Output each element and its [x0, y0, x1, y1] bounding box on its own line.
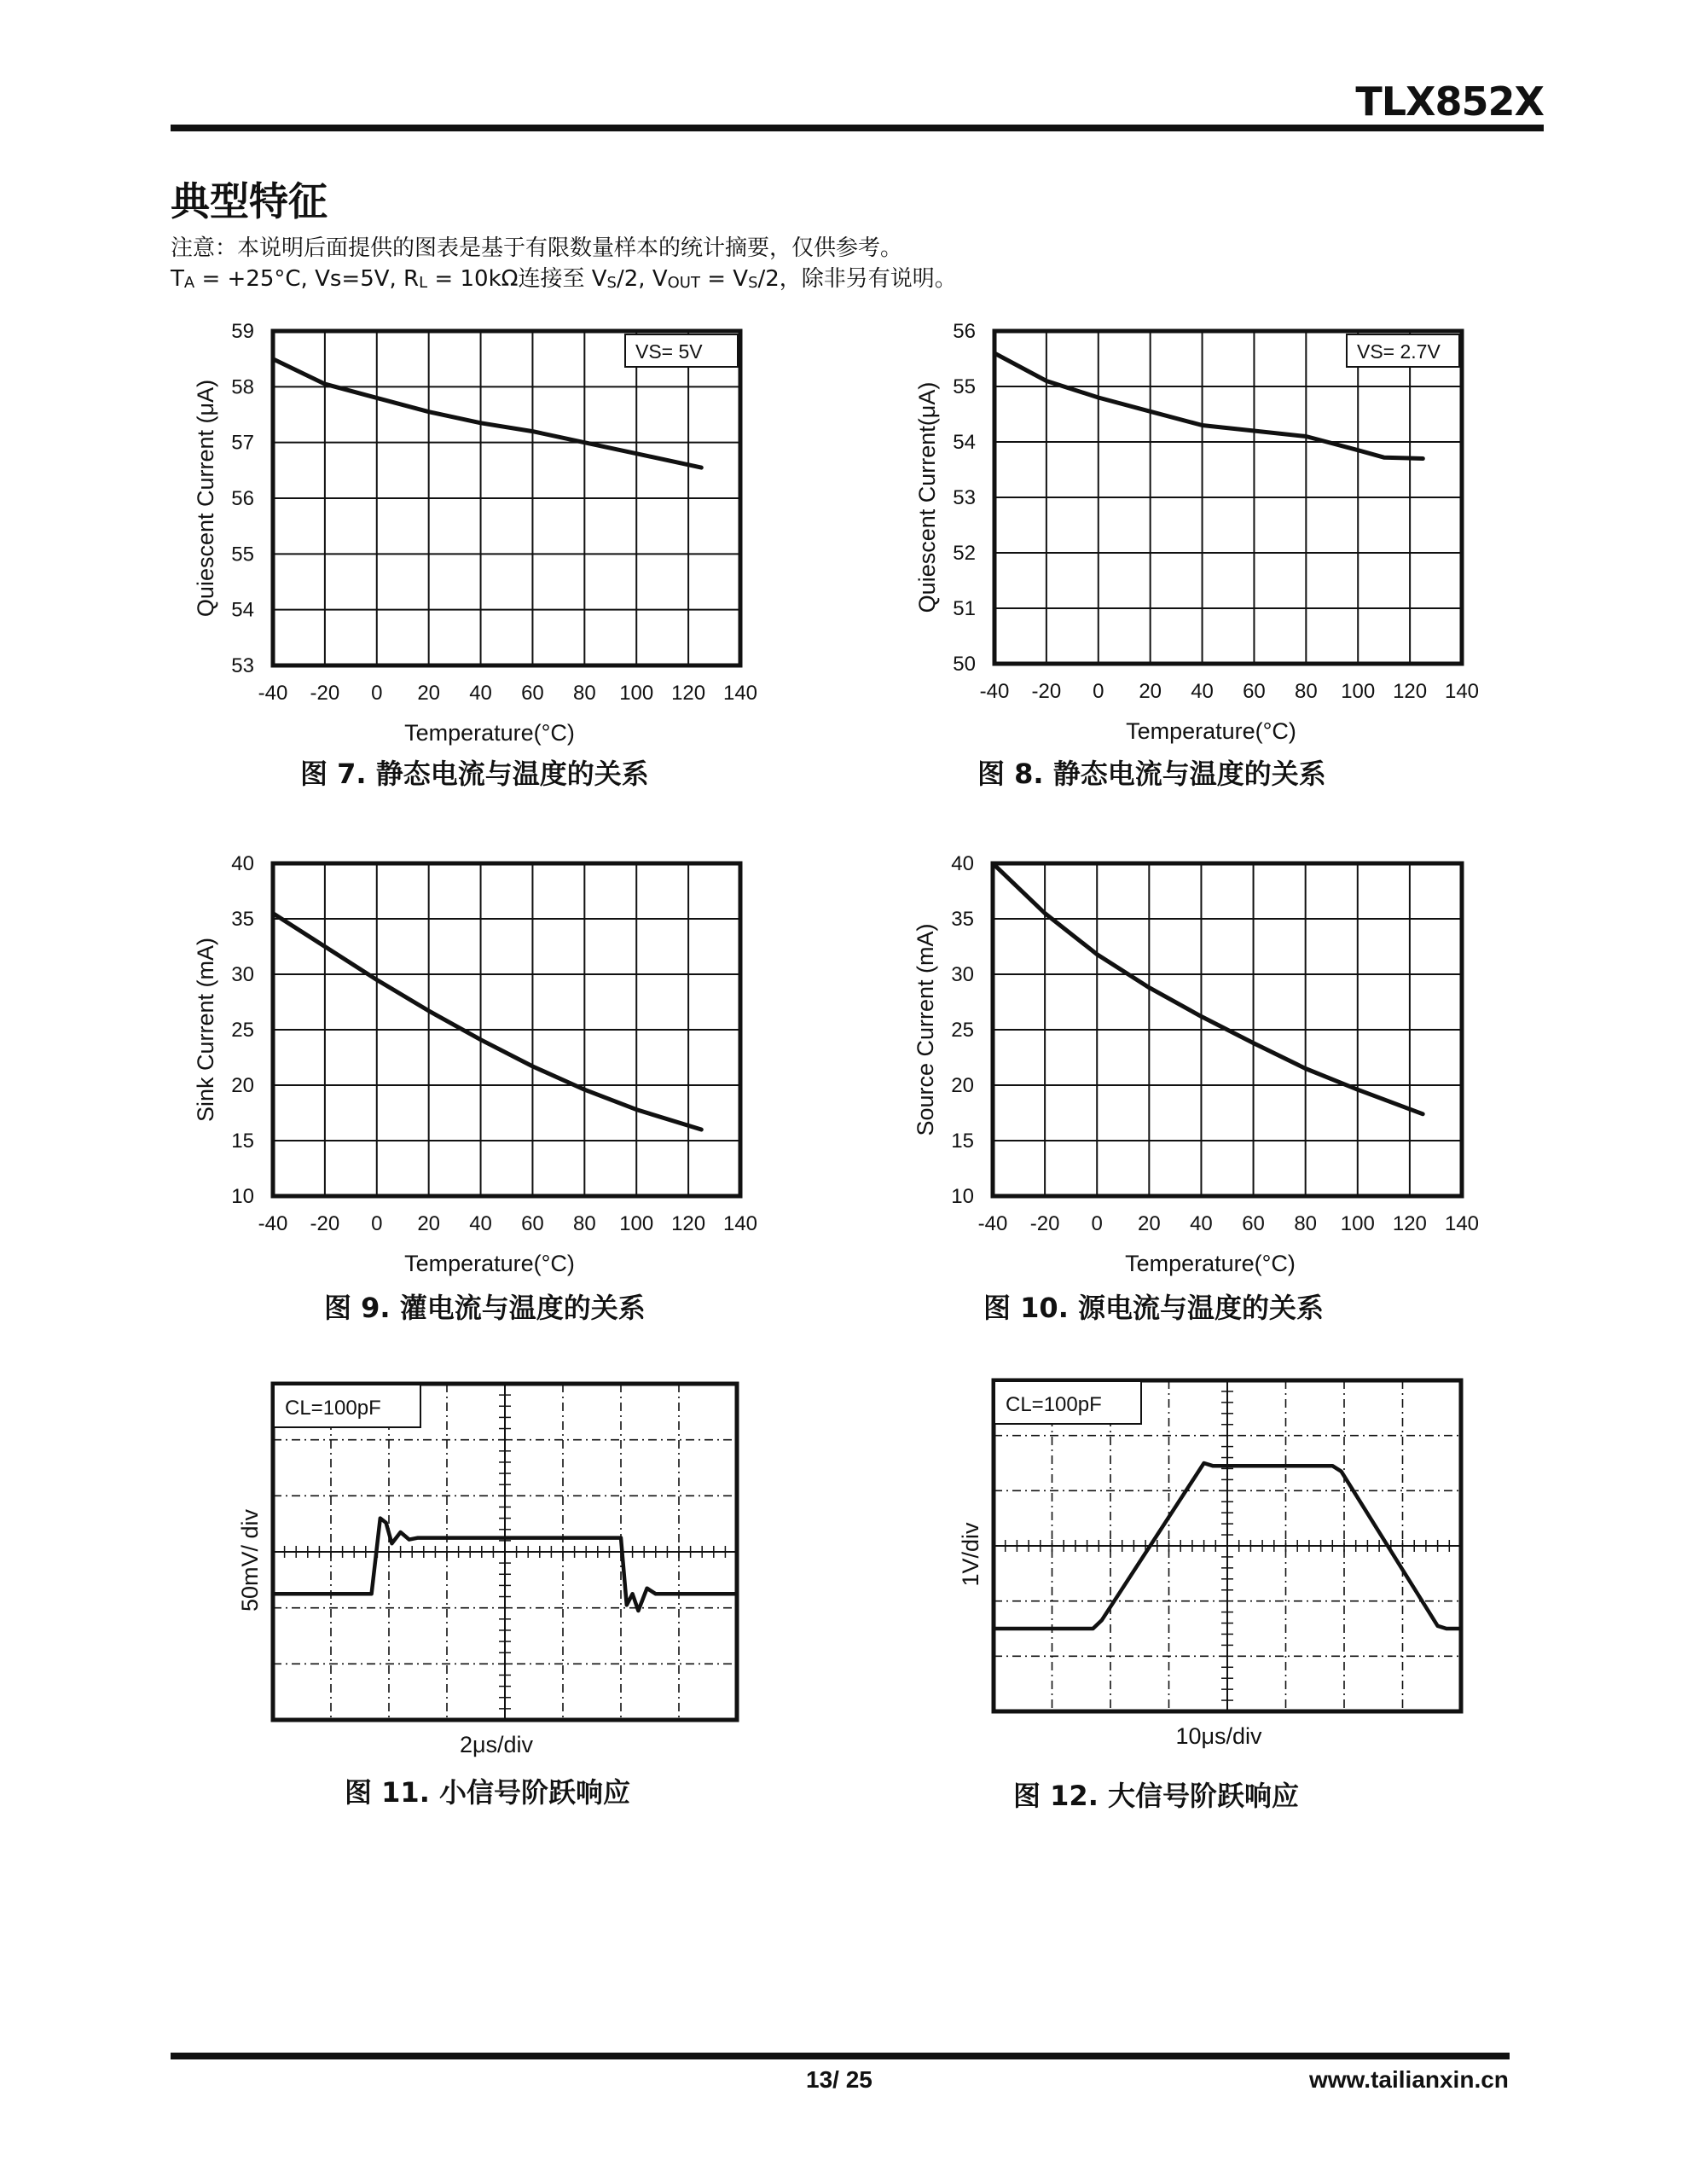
fig7-y-axis-label: Quiescent Current (μA) — [193, 379, 218, 618]
fig7-y-tick-label: 54 — [231, 598, 254, 622]
chart-fig9-sink-current — [193, 852, 757, 1276]
fig10-y-axis-label: Source Current (mA) — [913, 923, 938, 1136]
fig9-x-axis-label: Temperature(°C) — [404, 1251, 575, 1276]
fig9-y-tick-label: 20 — [231, 1074, 254, 1097]
fig9-x-tick-label: 80 — [572, 1212, 596, 1235]
fig7-y-tick-label: 53 — [231, 654, 254, 677]
fig9-y-tick-label: 35 — [231, 908, 254, 931]
fig11-x-axis-label: 2μs/div — [459, 1732, 534, 1757]
caption-fig9: 图 9. 灌电流与温度的关系 — [324, 1292, 646, 1324]
fig8-x-tick-label: 120 — [1393, 680, 1428, 703]
fig7-x-tick-label: 0 — [371, 682, 383, 705]
fig7-x-tick-label: 60 — [521, 682, 544, 705]
note-line-1: 注意：本说明后面提供的图表是基于有限数量样本的统计摘要，仅供参考。 — [171, 235, 903, 261]
fig9-x-tick-label: 40 — [469, 1212, 492, 1235]
fig10-y-tick-label: 20 — [951, 1074, 974, 1097]
fig10-y-tick-label: 30 — [951, 963, 974, 986]
fig10-y-tick-label: 10 — [951, 1185, 974, 1208]
fig7-y-tick-label: 58 — [231, 375, 254, 399]
fig9-y-tick-label: 10 — [231, 1185, 254, 1208]
section-title: 典型特征 — [171, 178, 328, 224]
caption-fig10: 图 10. 源电流与温度的关系 — [983, 1292, 1324, 1324]
fig8-y-tick-label: 50 — [953, 653, 976, 676]
fig8-x-tick-label: 20 — [1139, 680, 1162, 703]
website-link[interactable]: www.tailianxin.cn — [1309, 2066, 1509, 2093]
fig10-x-axis-label: Temperature(°C) — [1125, 1251, 1296, 1276]
fig10-y-tick-label: 40 — [951, 852, 974, 875]
fig10-x-tick-label: 20 — [1137, 1212, 1161, 1235]
fig9-y-tick-label: 25 — [231, 1019, 254, 1042]
fig9-y-tick-label: 30 — [231, 963, 254, 986]
fig10-y-tick-label: 25 — [951, 1019, 974, 1042]
fig8-y-tick-label: 53 — [953, 486, 976, 509]
fig7-x-axis-label: Temperature(°C) — [404, 720, 575, 746]
fig12-annotation: CL=100pF — [1006, 1393, 1102, 1416]
fig8-x-tick-label: 140 — [1444, 680, 1480, 703]
chart-fig12-large-signal — [958, 1380, 1461, 1749]
fig10-x-tick-label: 140 — [1444, 1212, 1480, 1235]
fig9-y-tick-label: 15 — [231, 1130, 254, 1153]
fig7-y-tick-label: 59 — [231, 320, 254, 343]
fig12-y-axis-label: 1V/div — [958, 1522, 983, 1587]
fig9-x-tick-label: 60 — [521, 1212, 544, 1235]
fig9-x-tick-label: 100 — [619, 1212, 654, 1235]
fig7-x-tick-label: 20 — [417, 682, 441, 705]
caption-fig8: 图 8. 静态电流与温度的关系 — [977, 758, 1326, 790]
chart-fig8-quiescent-vs-temp-2v7 — [914, 320, 1479, 744]
fig11-annotation: CL=100pF — [285, 1397, 381, 1420]
fig7-y-tick-label: 57 — [231, 431, 254, 455]
fig8-x-tick-label: -20 — [1031, 680, 1062, 703]
fig9-x-tick-label: 0 — [371, 1212, 383, 1235]
fig7-x-tick-label: 140 — [722, 682, 758, 705]
chart-fig7-quiescent-vs-temp-5v — [193, 320, 757, 746]
fig8-x-tick-label: 60 — [1243, 680, 1266, 703]
fig7-x-tick-label: -20 — [310, 682, 340, 705]
fig10-y-tick-label: 15 — [951, 1130, 974, 1153]
fig7-x-tick-label: 120 — [671, 682, 706, 705]
caption-fig11: 图 11. 小信号阶跃响应 — [345, 1776, 630, 1809]
chart-fig10-source-current — [913, 852, 1479, 1276]
fig8-y-tick-label: 56 — [953, 320, 976, 343]
fig9-x-tick-label: -20 — [310, 1212, 340, 1235]
fig12-x-axis-label: 10μs/div — [1175, 1723, 1262, 1749]
fig7-y-tick-label: 56 — [231, 487, 254, 510]
footer-rule — [171, 2053, 1510, 2059]
caption-fig12: 图 12. 大信号阶跃响应 — [1013, 1780, 1299, 1812]
fig8-x-tick-label: 40 — [1191, 680, 1214, 703]
fig7-annotation: VS= 5V — [635, 340, 703, 363]
fig9-x-tick-label: -40 — [258, 1212, 288, 1235]
fig8-y-tick-label: 55 — [953, 375, 976, 398]
fig9-x-tick-label: 120 — [671, 1212, 706, 1235]
fig11-y-axis-label: 50mV/ div — [237, 1508, 263, 1612]
fig8-annotation: VS= 2.7V — [1357, 340, 1441, 363]
fig10-x-tick-label: 120 — [1392, 1212, 1427, 1235]
fig7-x-tick-label: 80 — [572, 682, 596, 705]
fig9-y-tick-label: 40 — [231, 852, 254, 875]
fig10-x-tick-label: -40 — [977, 1212, 1008, 1235]
fig10-x-tick-label: 100 — [1340, 1212, 1375, 1235]
fig7-y-tick-label: 55 — [231, 543, 254, 566]
page-number: 13/ 25 — [806, 2066, 872, 2093]
fig8-x-tick-label: 100 — [1341, 680, 1376, 703]
caption-fig7: 图 7. 静态电流与温度的关系 — [300, 758, 649, 790]
fig8-y-tick-label: 54 — [953, 431, 976, 454]
fig10-x-tick-label: -20 — [1029, 1212, 1060, 1235]
document-title: TLX852X — [1355, 78, 1544, 125]
chart-fig11-small-signal — [237, 1384, 737, 1757]
fig9-x-tick-label: 20 — [417, 1212, 441, 1235]
fig10-x-tick-label: 60 — [1242, 1212, 1265, 1235]
fig7-x-tick-label: 40 — [469, 682, 492, 705]
fig10-x-tick-label: 0 — [1091, 1212, 1103, 1235]
note-line-2: $T_A = +25^\circ C$, Vs=5V, $R_L = 10k\Omega$连接至 $V_S/2$, $V_{OUT} = V_S/2$，除非另有说明。 — [171, 266, 957, 292]
fig8-x-tick-label: -40 — [979, 680, 1010, 703]
fig8-x-tick-label: 80 — [1294, 680, 1318, 703]
fig9-x-tick-label: 140 — [722, 1212, 758, 1235]
fig8-x-tick-label: 0 — [1093, 680, 1104, 703]
fig10-y-tick-label: 35 — [951, 908, 974, 931]
fig8-y-axis-label: Quiescent Current(μA) — [914, 381, 940, 613]
fig10-x-tick-label: 80 — [1294, 1212, 1318, 1235]
fig7-x-tick-label: -40 — [258, 682, 288, 705]
fig7-x-tick-label: 100 — [619, 682, 654, 705]
fig8-x-axis-label: Temperature(°C) — [1126, 718, 1296, 744]
fig8-y-tick-label: 51 — [953, 597, 976, 620]
fig8-y-tick-label: 52 — [953, 542, 976, 565]
fig10-x-tick-label: 40 — [1190, 1212, 1213, 1235]
fig9-y-axis-label: Sink Current (mA) — [193, 937, 218, 1123]
